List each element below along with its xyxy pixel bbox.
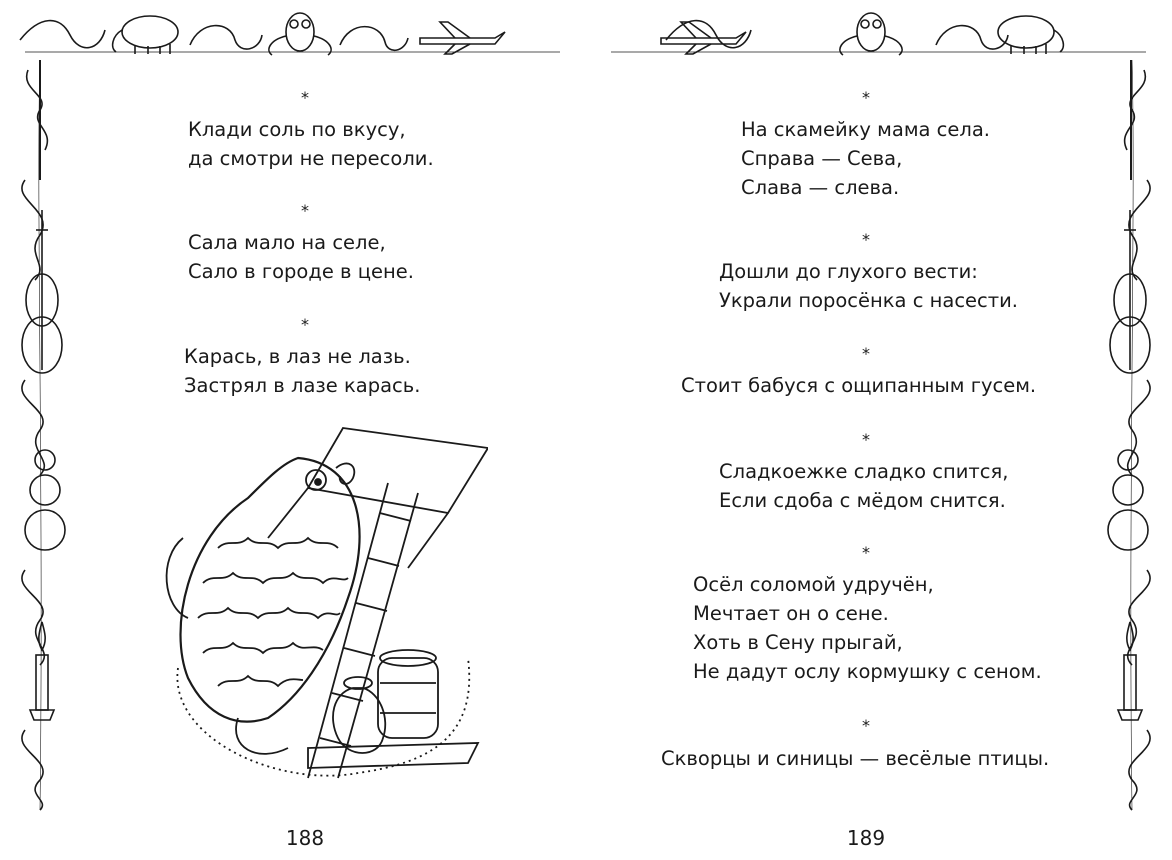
right-page (586, 0, 1172, 860)
verse-line: Слава — слева. (741, 176, 900, 199)
candle-icon (30, 622, 54, 720)
verse-3 (184, 342, 420, 400)
airplane-icon (661, 22, 746, 54)
verse-line: Сало в городе в цене. (188, 260, 414, 283)
verse-line: Сладкоежке сладко спится, (719, 460, 1009, 483)
verse-separator: * (301, 201, 309, 220)
verse-line: Скворцы и синицы — весёлые птицы. (661, 747, 1050, 770)
owl-icon (269, 13, 331, 55)
verse-7 (719, 457, 1008, 515)
owl-icon (840, 13, 902, 55)
verse-9 (661, 744, 1049, 773)
elephant-icon (113, 16, 178, 54)
verse-separator: * (862, 88, 870, 107)
verse-line: Хоть в Сену прыгай, (693, 631, 903, 654)
verse-line: Осёл соломой удручён, (693, 573, 934, 596)
verse-line: Мечтает он о сене. (693, 602, 889, 625)
verse-separator: * (301, 88, 309, 107)
verse-2 (188, 228, 414, 286)
verse-line: Сала мало на селе, (188, 231, 386, 254)
verse-separator: * (862, 543, 870, 562)
candle-icon (1118, 622, 1142, 720)
verse-line: Если сдоба с мёдом снится. (719, 489, 1006, 512)
verse-line: да смотри не пересоли. (188, 147, 434, 170)
fish-on-ladder-illustration (158, 418, 488, 788)
verse-line: Застрял в лазе карась. (184, 374, 421, 397)
verse-line: Клади соль по вкусу, (188, 118, 406, 141)
verse-separator: * (862, 430, 870, 449)
verse-line: На скамейку мама села. (741, 118, 991, 141)
verse-line: Стоит бабуся с ощипанным гусем. (681, 374, 1037, 397)
verse-separator: * (862, 716, 870, 735)
page-number: 188 (285, 826, 325, 850)
verse-4 (741, 115, 990, 202)
violin-icon (1110, 210, 1150, 373)
verse-separator: * (862, 344, 870, 363)
verse-separator: * (862, 230, 870, 249)
verse-1 (188, 115, 434, 173)
verse-6 (681, 371, 1036, 400)
page-number: 189 (846, 826, 886, 850)
verse-line: Не дадут ослу кормушку с сеном. (693, 660, 1042, 683)
verse-line: Украли поросёнка с насести. (719, 289, 1018, 312)
violin-icon (22, 210, 62, 373)
verse-8 (693, 570, 1042, 686)
verse-line: Карась, в лаз не лазь. (184, 345, 411, 368)
verse-5 (719, 257, 1018, 315)
verse-line: Справа — Сева, (741, 147, 903, 170)
airplane-icon (420, 22, 505, 54)
verse-separator: * (301, 315, 309, 334)
verse-line: Дошли до глухого вести: (719, 260, 978, 283)
